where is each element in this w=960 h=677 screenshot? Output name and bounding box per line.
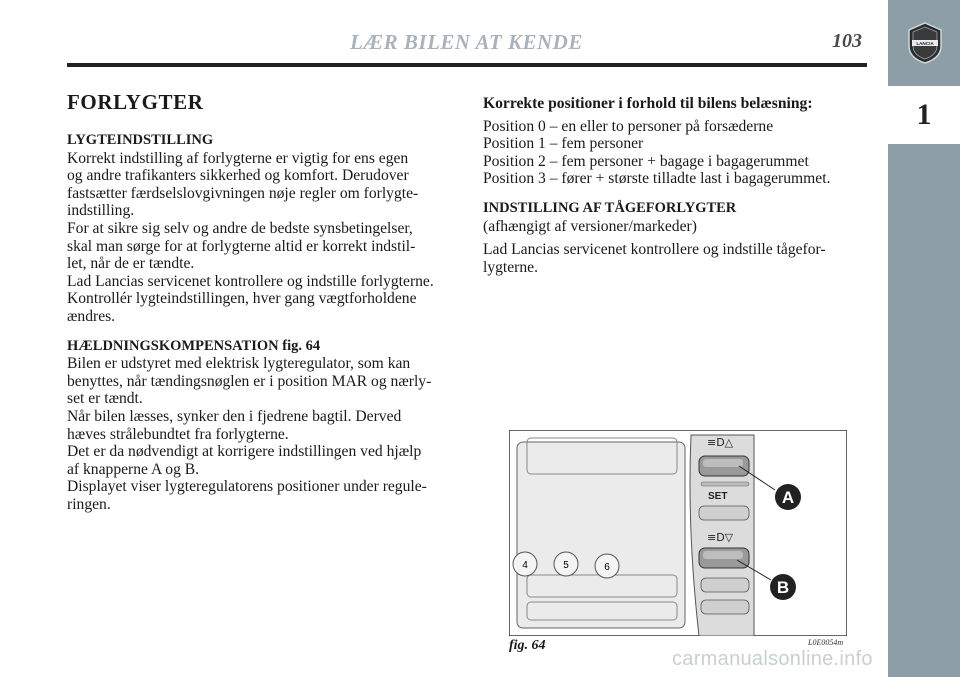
text-line: Lad Lancias servicenet kontrollere og indstille tågefor-: [483, 241, 826, 259]
callout-a-label: A: [781, 488, 795, 507]
button-lower: [701, 578, 749, 592]
text-line: indstilling.: [67, 202, 135, 220]
text-line: Når bilen læsses, synker den i fjedrene bagtil. Derved: [67, 407, 402, 425]
text-line: For at sikre sig selv og andre de bedste synsbetingelser,: [67, 219, 413, 237]
header-rule: [67, 63, 867, 67]
dial-label: 5: [563, 560, 569, 571]
beam-down-icon: ≡D▽: [707, 531, 734, 544]
figure-code: L0E0054m: [808, 638, 844, 647]
section-title: FORLYGTER: [67, 90, 204, 114]
set-button: [699, 506, 749, 520]
right-column: [483, 95, 868, 276]
figure-caption: fig. 64: [509, 638, 546, 653]
text-line: hæves strålebundtet fra forlygterne.: [67, 425, 289, 443]
text-line: af knapperne A og B.: [67, 460, 200, 478]
text-line: set er tændt.: [67, 390, 143, 408]
text-line: Det er da nødvendigt at korrigere indstillingen ved hjælp: [67, 443, 422, 461]
text-line: lygterne.: [483, 258, 538, 276]
left-column: [67, 90, 460, 513]
fog-heading: INDSTILLING AF TÅGEFORLYGTER: [483, 199, 737, 216]
text-line: og andre trafikanters sikkerhed og komfort. Derudover: [67, 167, 409, 185]
dial-label: 6: [604, 562, 610, 573]
figure-headlamp-adjuster: [509, 430, 847, 636]
positions-heading: Korrekte positioner i forhold til bilens belæsning:: [483, 95, 813, 112]
text-line: Korrekt indstilling af forlygterne er vigtig for ens egen: [67, 149, 409, 167]
text-line: Lad Lancias servicenet kontrollere og indstille forlygterne.: [67, 272, 434, 290]
text-line: skal man sørge for at forlygterne altid er korrekt indstil-: [67, 237, 416, 255]
callout-b-label: B: [776, 578, 790, 597]
sub-heading-haeldning: HÆLDNINGSKOMPENSATION fig. 64: [67, 337, 321, 354]
position-item: Position 0 – en eller to personer på forsæderne: [483, 117, 774, 135]
text-line: fastsætter færdselslovgivningen nøje regler om forlygte-: [67, 184, 419, 202]
position-item: Position 2 – fem personer + bagage i bagagerummet: [483, 152, 809, 170]
set-label: SET: [708, 491, 728, 502]
console-panel: [517, 442, 685, 628]
beam-up-icon: ≡D△: [707, 436, 734, 449]
dial-label: 4: [522, 560, 528, 571]
text-line: ændres.: [67, 307, 116, 325]
page-number: 103: [832, 30, 862, 52]
text-line: Bilen er udstyret med elektrisk lygteregulator, som kan: [67, 355, 411, 373]
sub-heading-lygteindstilling: LYGTEINDSTILLING: [67, 132, 214, 148]
position-item: Position 1 – fem personer: [483, 135, 644, 153]
text-line: benyttes, når tændingsnøglen er i position MAR og nærly-: [67, 372, 432, 390]
position-item: Position 3 – fører + største tilladte last i bagagerummet.: [483, 170, 831, 188]
button-separator: [701, 482, 749, 486]
chapter-tab[interactable]: 1: [888, 86, 960, 144]
button-lower: [701, 600, 749, 614]
watermark: carmanualsonline.info: [672, 648, 873, 670]
logo-text: LANCIA: [916, 41, 934, 46]
text-line: Kontrollér lygteindstillingen, hver gang vægtforholdene: [67, 290, 417, 308]
lancia-logo-icon: [907, 22, 943, 64]
text-line: let, når de er tændte.: [67, 255, 195, 273]
fog-note: (afhængigt af versioner/markeder): [483, 217, 697, 235]
header-title: LÆR BILEN AT KENDE: [350, 30, 583, 54]
text-line: Displayet viser lygteregulatorens positioner under regule-: [67, 478, 427, 496]
text-line: ringen.: [67, 495, 111, 513]
